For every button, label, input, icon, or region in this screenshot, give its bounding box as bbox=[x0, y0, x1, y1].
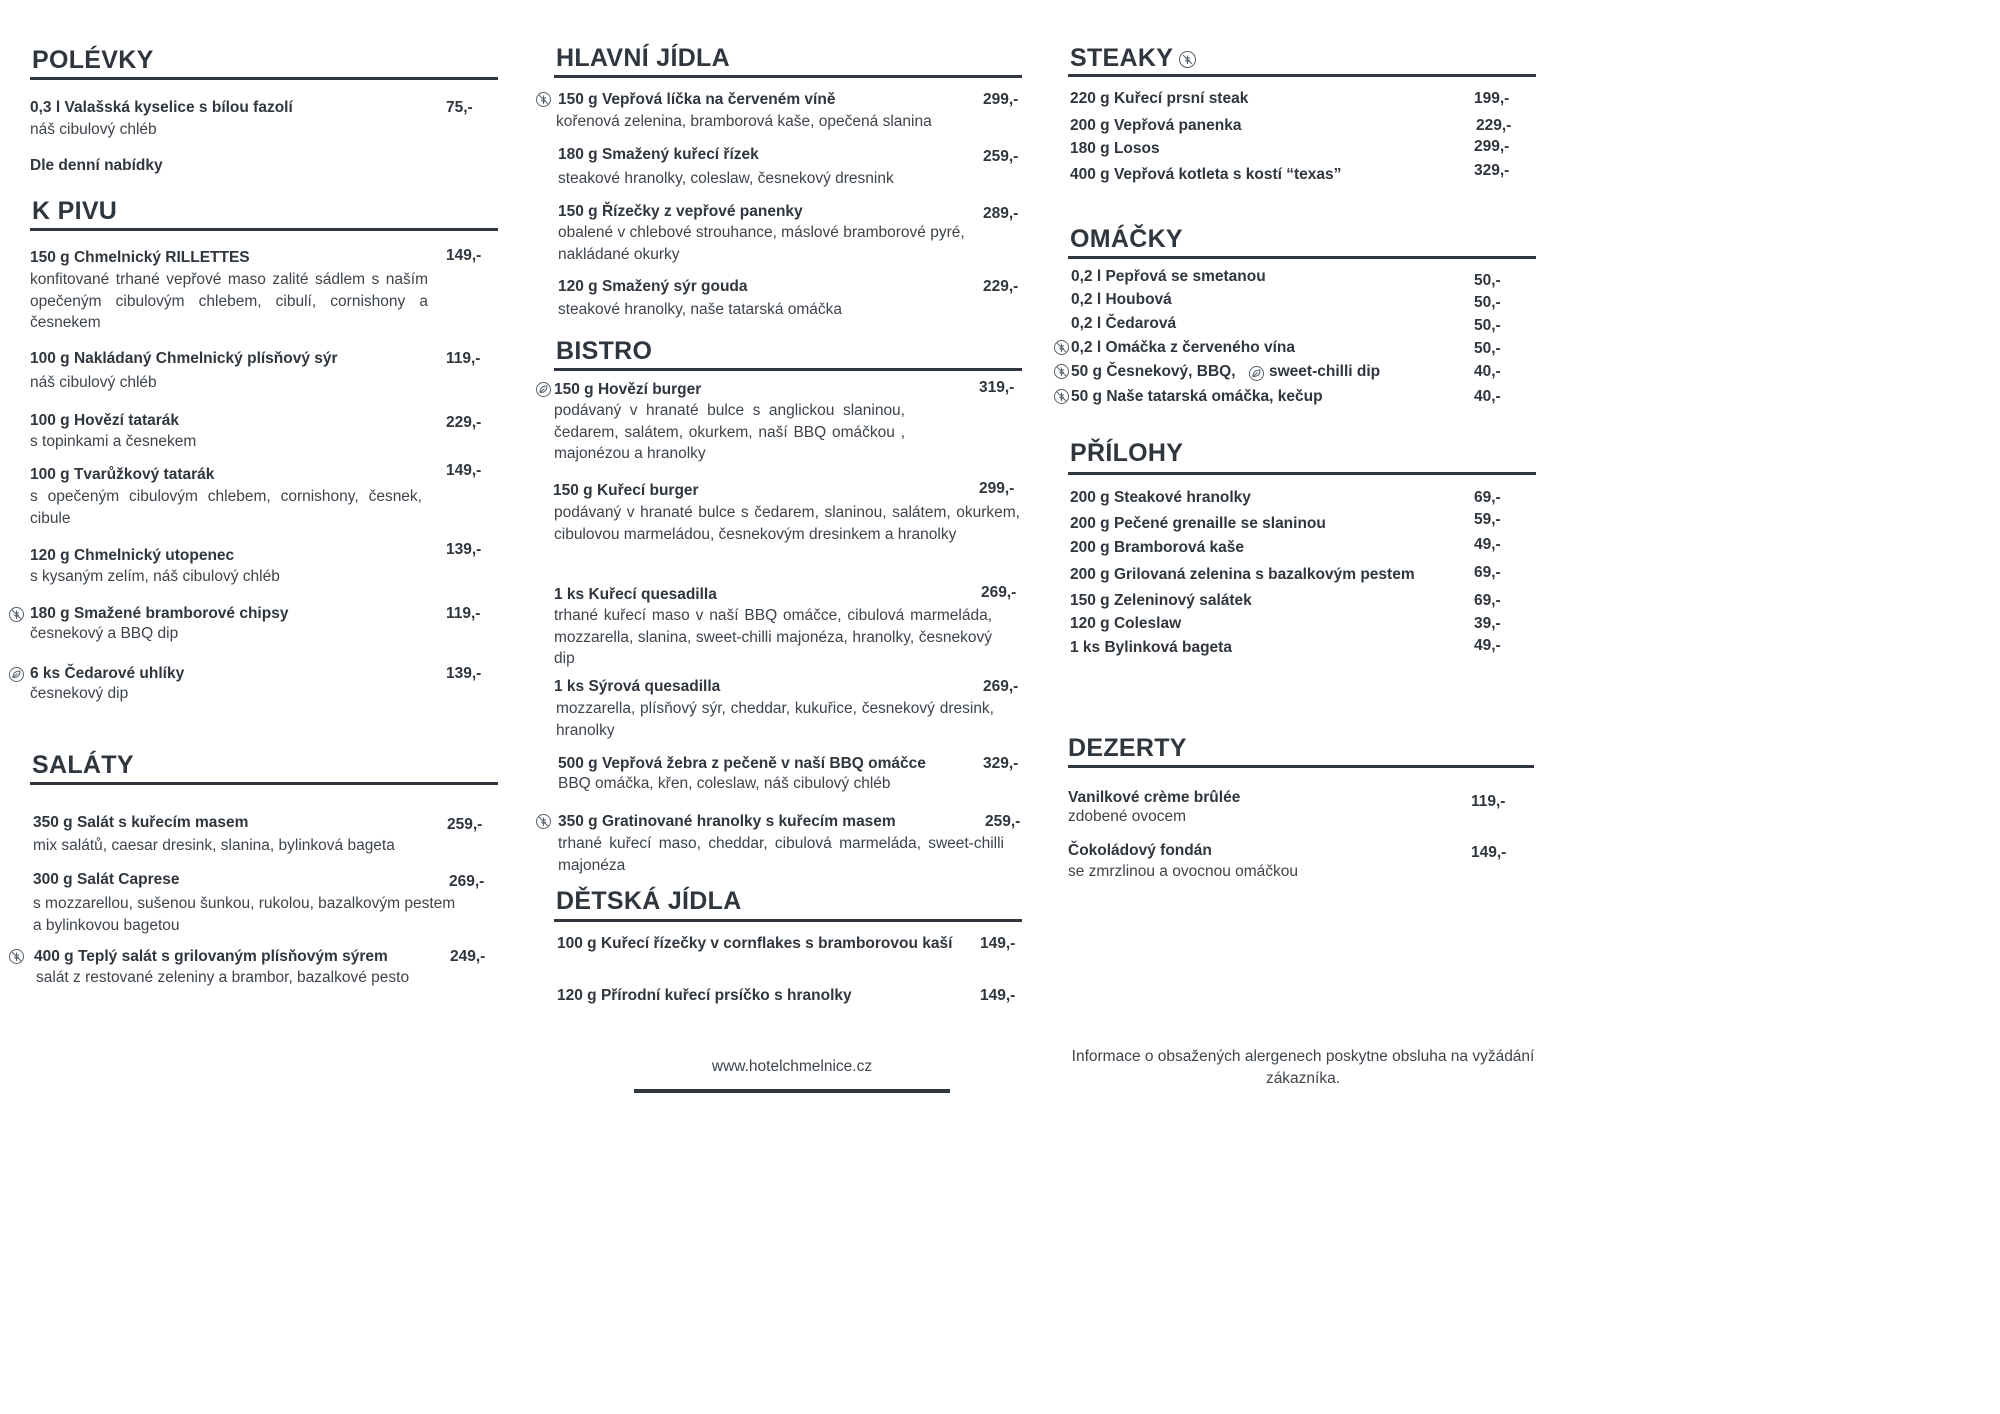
item-price: 69,- bbox=[1474, 489, 1501, 506]
website-url[interactable]: www.hotelchmelnice.cz bbox=[711, 1058, 873, 1075]
item-price: 299,- bbox=[1474, 138, 1510, 155]
item-price: 319,- bbox=[979, 379, 1015, 396]
section-title: PŘÍLOHY bbox=[1070, 439, 1184, 467]
item-name: Dle denní nabídky bbox=[30, 157, 163, 174]
item-description: obalené v chlebové strouhance, máslové bramborové pyré, nakládané okurky bbox=[558, 224, 965, 263]
item-name: 1 ks Sýrová quesadilla bbox=[554, 678, 721, 695]
item-price: 119,- bbox=[446, 350, 481, 367]
item-description: zdobené ovocem bbox=[1068, 808, 1187, 825]
item-name: 1 ks Kuřecí quesadilla bbox=[554, 586, 717, 603]
item-description: s kysaným zelím, náš cibulový chléb bbox=[30, 568, 280, 585]
item-name: 120 g Coleslaw bbox=[1070, 615, 1182, 632]
item-name: 1 ks Bylinková bageta bbox=[1070, 639, 1232, 656]
item-name: 100 g Nakládaný Chmelnický plísňový sýr bbox=[30, 350, 338, 367]
item-price: 49,- bbox=[1474, 637, 1501, 654]
item-price: 149,- bbox=[446, 462, 482, 479]
item-name: 0,2 l Pepřová se smetanou bbox=[1071, 268, 1266, 285]
item-name: 150 g Chmelnický RILLETTES bbox=[30, 249, 250, 266]
item-price: 299,- bbox=[979, 480, 1015, 497]
item-price: 39,- bbox=[1474, 615, 1501, 632]
item-price: 50,- bbox=[1474, 272, 1501, 289]
item-name: 350 g Salát s kuřecím masem bbox=[33, 814, 249, 831]
item-description: s topinkami a česnekem bbox=[30, 433, 197, 450]
item-description: salát z restované zeleniny a brambor, bazalkové pesto bbox=[36, 969, 410, 986]
item-price: 269,- bbox=[981, 584, 1017, 601]
item-description: česnekový a BBQ dip bbox=[30, 625, 179, 642]
section-title: HLAVNÍ JÍDLA bbox=[556, 44, 730, 72]
item-description: náš cibulový chléb bbox=[30, 374, 157, 391]
item-price: 119,- bbox=[1471, 793, 1506, 810]
vegetarian-icon bbox=[1249, 366, 1264, 381]
item-price: 149,- bbox=[980, 987, 1016, 1004]
item-name: 150 g Zeleninový salátek bbox=[1070, 592, 1252, 609]
section-title: OMÁČKY bbox=[1070, 225, 1183, 253]
item-price: 329,- bbox=[983, 755, 1019, 772]
section-divider bbox=[554, 368, 1022, 371]
item-description: trhané kuřecí maso, cheddar, cibulová marmeláda, sweet-chilli majonéza bbox=[558, 835, 1004, 874]
item-price: 50,- bbox=[1474, 294, 1501, 311]
section-divider bbox=[30, 77, 498, 80]
section-title: DĚTSKÁ JÍDLA bbox=[556, 887, 742, 915]
item-name: Čokoládový fondán bbox=[1068, 842, 1212, 859]
section-title: K PIVU bbox=[32, 197, 118, 225]
item-price: 199,- bbox=[1474, 90, 1510, 107]
item-price: 229,- bbox=[446, 414, 482, 431]
item-price: 59,- bbox=[1474, 511, 1501, 528]
gluten-free-icon bbox=[1054, 389, 1069, 404]
section-divider bbox=[554, 919, 1022, 922]
item-name-extra: sweet-chilli dip bbox=[1269, 363, 1381, 380]
item-description: česnekový dip bbox=[30, 685, 129, 702]
item-price: 49,- bbox=[1474, 536, 1501, 553]
item-name: 150 g Hovězí burger bbox=[554, 381, 702, 398]
item-name: 220 g Kuřecí prsní steak bbox=[1070, 90, 1249, 107]
gluten-free-icon bbox=[9, 949, 24, 964]
item-price: 299,- bbox=[983, 91, 1019, 108]
item-name: 0,2 l Omáčka z červeného vína bbox=[1071, 339, 1296, 356]
item-name: 100 g Hovězí tatarák bbox=[30, 412, 180, 429]
item-price: 75,- bbox=[446, 99, 473, 116]
item-name: 150 g Řízečky z vepřové panenky bbox=[558, 203, 803, 220]
item-name: 100 g Tvarůžkový tatarák bbox=[30, 466, 215, 483]
item-price: 149,- bbox=[1471, 844, 1507, 861]
gluten-free-icon bbox=[9, 607, 24, 622]
gluten-free-icon bbox=[1054, 364, 1069, 379]
section-divider bbox=[1068, 74, 1536, 77]
item-description: s mozzarellou, sušenou šunkou, rukolou, bazalkovým pestem a bylinkovou bagetou bbox=[33, 895, 456, 934]
section-title: BISTRO bbox=[556, 337, 653, 365]
item-price: 119,- bbox=[446, 605, 481, 622]
item-name: 0,3 l Valašská kyselice s bílou fazolí bbox=[30, 99, 293, 116]
item-name: 180 g Smažené bramborové chipsy bbox=[30, 605, 289, 622]
item-name: 100 g Kuřecí řízečky v cornflakes s bramborovou kaší bbox=[557, 935, 953, 952]
item-description: trhané kuřecí maso v naší BBQ omáčce, cibulová marmeláda, mozzarella, slanina, sweet-chilli majonéza, hranolky, česnekový dip bbox=[554, 607, 992, 667]
item-name: 300 g Salát Caprese bbox=[33, 871, 180, 888]
item-name: 50 g Naše tatarská omáčka, kečup bbox=[1071, 388, 1323, 405]
section-divider bbox=[30, 782, 498, 785]
item-price: 259,- bbox=[985, 813, 1021, 830]
item-description: konfitované trhané vepřové maso zalité sádlem s naším opečeným cibulovým chlebem, cibulí, cornishony a česnekem bbox=[30, 271, 428, 331]
item-description: steakové hranolky, naše tatarská omáčka bbox=[558, 301, 843, 318]
item-price: 139,- bbox=[446, 665, 482, 682]
item-price: 139,- bbox=[446, 541, 482, 558]
item-description: podávaný v hranaté bulce s anglickou slaninou, čedarem, salátem, okurkem, naší BBQ omáčkou , majonézou a hranolky bbox=[554, 402, 905, 462]
gluten-free-icon bbox=[1054, 340, 1069, 355]
item-price: 229,- bbox=[983, 278, 1019, 295]
item-name: 180 g Smažený kuřecí řízek bbox=[558, 146, 759, 163]
item-name: 350 g Gratinované hranolky s kuřecím masem bbox=[558, 813, 896, 830]
item-name: 500 g Vepřová žebra z pečeně v naší BBQ omáčce bbox=[558, 755, 926, 772]
item-name: 200 g Pečené grenaille se slaninou bbox=[1070, 515, 1326, 532]
gluten-free-icon bbox=[1179, 51, 1196, 68]
vegetarian-icon bbox=[536, 382, 551, 397]
item-price: 329,- bbox=[1474, 162, 1510, 179]
item-name: 120 g Chmelnický utopenec bbox=[30, 547, 235, 564]
item-description: náš cibulový chléb bbox=[30, 121, 157, 138]
item-price: 40,- bbox=[1474, 363, 1501, 380]
footer-divider bbox=[634, 1089, 950, 1093]
item-price: 149,- bbox=[980, 935, 1016, 952]
item-description: kořenová zelenina, bramborová kaše, opečená slanina bbox=[556, 113, 932, 130]
section-divider bbox=[554, 75, 1022, 78]
section-title: DEZERTY bbox=[1068, 734, 1187, 762]
item-price: 229,- bbox=[1476, 117, 1512, 134]
item-description: mozzarella, plísňový sýr, cheddar, kukuřice, česnekový dresink, hranolky bbox=[556, 700, 994, 739]
item-price: 69,- bbox=[1474, 592, 1501, 609]
section-divider bbox=[1068, 472, 1536, 475]
item-name: 180 g Losos bbox=[1070, 140, 1160, 157]
gluten-free-icon bbox=[536, 92, 551, 107]
item-name: 200 g Grilovaná zelenina s bazalkovým pestem bbox=[1070, 566, 1415, 583]
item-name: 120 g Smažený sýr gouda bbox=[558, 278, 748, 295]
item-description: podávaný v hranaté bulce s čedarem, slaninou, salátem, okurkem, cibulovou marmeládou, česnekovým dresinkem a hranolky bbox=[554, 504, 1020, 543]
section-divider bbox=[1068, 765, 1534, 768]
item-name: 0,2 l Houbová bbox=[1071, 291, 1172, 308]
item-price: 269,- bbox=[983, 678, 1019, 695]
section-divider bbox=[30, 228, 498, 231]
item-price: 50,- bbox=[1474, 317, 1501, 334]
item-name: 200 g Vepřová panenka bbox=[1070, 117, 1242, 134]
section-title: STEAKY bbox=[1070, 44, 1174, 72]
item-name: 200 g Bramborová kaše bbox=[1070, 539, 1245, 556]
item-price: 269,- bbox=[449, 873, 485, 890]
item-description: mix salátů, caesar dresink, slanina, bylinková bageta bbox=[33, 837, 395, 854]
item-price: 40,- bbox=[1474, 388, 1501, 405]
item-name: 0,2 l Čedarová bbox=[1071, 315, 1177, 332]
item-name: 120 g Přírodní kuřecí prsíčko s hranolky bbox=[557, 987, 852, 1004]
item-description: BBQ omáčka, křen, coleslaw, náš cibulový chléb bbox=[558, 775, 891, 792]
item-description: steakové hranolky, coleslaw, česnekový dresnink bbox=[558, 170, 894, 187]
item-price: 50,- bbox=[1474, 340, 1501, 357]
section-title: POLÉVKY bbox=[32, 46, 154, 74]
item-name: 150 g Vepřová líčka na červeném víně bbox=[558, 91, 836, 108]
item-name: 50 g Česnekový, BBQ, bbox=[1071, 363, 1236, 380]
allergen-note: Informace o obsažených alergenech poskytne obsluha na vyžádání zákazníka. bbox=[1071, 1048, 1535, 1087]
vegetarian-icon bbox=[9, 667, 24, 682]
item-name: 400 g Vepřová kotleta s kostí “texas” bbox=[1070, 166, 1342, 183]
item-price: 149,- bbox=[446, 247, 482, 264]
item-price: 249,- bbox=[450, 948, 486, 965]
gluten-free-icon bbox=[536, 814, 551, 829]
section-title: SALÁTY bbox=[32, 751, 134, 779]
item-price: 69,- bbox=[1474, 564, 1501, 581]
item-name: 400 g Teplý salát s grilovaným plísňovým sýrem bbox=[34, 948, 388, 965]
item-description: s opečeným cibulovým chlebem, cornishony, česnek, cibule bbox=[30, 488, 422, 527]
item-name: 150 g Kuřecí burger bbox=[553, 482, 699, 499]
item-name: Vanilkové crème brûlée bbox=[1068, 789, 1241, 806]
item-name: 200 g Steakové hranolky bbox=[1070, 489, 1251, 506]
item-description: se zmrzlinou a ovocnou omáčkou bbox=[1068, 863, 1299, 880]
section-divider bbox=[1068, 256, 1536, 259]
item-price: 259,- bbox=[983, 148, 1019, 165]
item-name: 6 ks Čedarové uhlíky bbox=[30, 665, 185, 682]
item-price: 289,- bbox=[983, 205, 1019, 222]
item-price: 259,- bbox=[447, 816, 483, 833]
